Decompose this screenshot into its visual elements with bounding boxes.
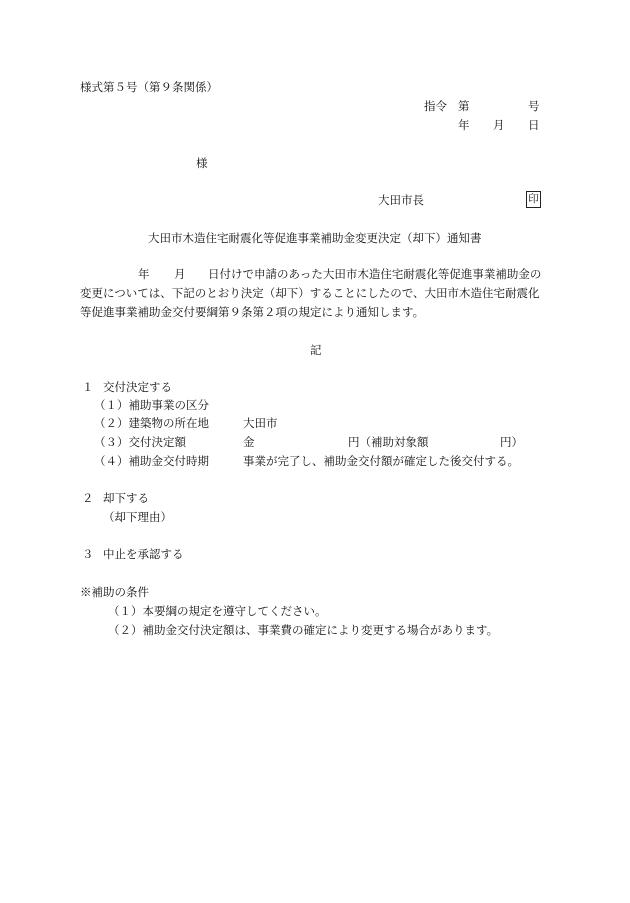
- body-year-label: 年: [138, 267, 150, 281]
- condition-2: （２）補助金交付決定額は、事業費の確定により変更する場合があります。: [108, 623, 499, 637]
- addressee-suffix: 様: [196, 156, 208, 170]
- date-day: 日: [528, 118, 540, 132]
- order-dai: 第: [458, 99, 470, 113]
- order-prefix: 指令: [424, 99, 447, 113]
- document-title: 大田市木造住宅耐震化等促進事業補助金変更決定（却下）通知書: [148, 231, 482, 245]
- item1-sub2-label: （２）建築物の所在地: [94, 416, 209, 430]
- date-month: 月: [493, 118, 505, 132]
- item1-sub3-yen: 円（補助対象額: [348, 435, 429, 449]
- item3-label: 中止を承認する: [103, 547, 184, 561]
- body-line-3: 等促進事業補助金交付要綱第９条第２項の規定により通知します。: [80, 305, 425, 319]
- item1-sub3-label: （３）交付決定額: [94, 435, 186, 449]
- item1-sub3-yen-close: 円）: [500, 435, 523, 449]
- item1-sub3-kin: 金: [243, 435, 255, 449]
- seal-mark: 印: [526, 191, 541, 208]
- body-line-1: 日付けで申請のあった大田市木造住宅耐震化等促進事業補助金の: [208, 267, 542, 281]
- item1-sub4-value: 事業が完了し、補助金交付額が確定した後交付する。: [243, 454, 519, 468]
- item1-number: １: [82, 380, 94, 394]
- order-go: 号: [528, 99, 540, 113]
- item1-label: 交付決定する: [103, 380, 172, 394]
- item2-label: 却下する: [103, 491, 149, 505]
- ki-heading: 記: [310, 343, 322, 357]
- body-month-label: 月: [174, 267, 186, 281]
- item2-reason: （却下理由）: [103, 510, 172, 524]
- form-number: 様式第５号（第９条関係）: [80, 80, 218, 94]
- item1-sub4-label: （４）補助金交付時期: [94, 454, 209, 468]
- conditions-heading: ※補助の条件: [80, 585, 149, 599]
- issuer-name: 大田市長: [378, 193, 424, 207]
- condition-1: （１）本要綱の規定を遵守してください。: [108, 604, 327, 618]
- item1-sub1-label: （１）補助事業の区分: [94, 398, 209, 412]
- date-year: 年: [458, 118, 470, 132]
- item1-sub2-value: 大田市: [243, 416, 278, 430]
- item2-number: ２: [82, 491, 94, 505]
- item3-number: ３: [82, 547, 94, 561]
- body-line-2: 変更については、下記のとおり決定（却下）することにしたので、大田市木造住宅耐震化: [80, 286, 540, 300]
